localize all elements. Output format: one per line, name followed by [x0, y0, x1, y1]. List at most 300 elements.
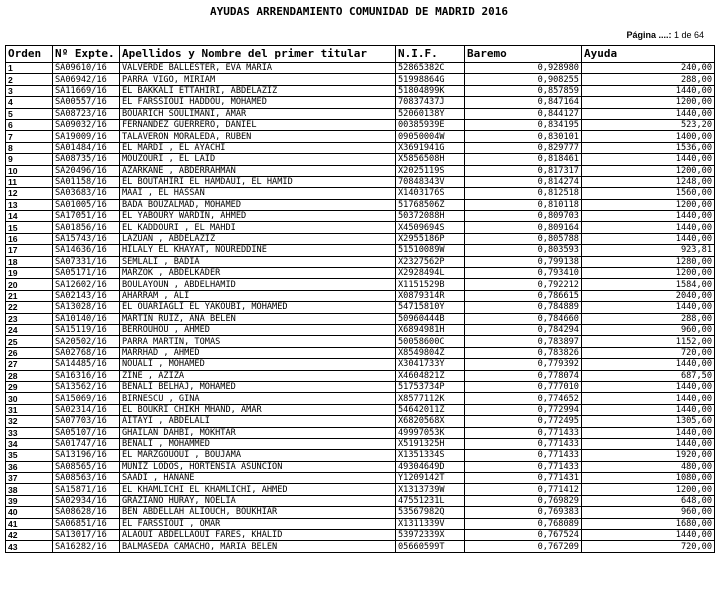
table-row [6, 119, 715, 130]
cell-baremo: 0,928980 [465, 63, 582, 74]
cell-ayuda: 1440,00 [582, 211, 715, 222]
cell-orden: 7 [6, 131, 53, 142]
cell-expediente: SA13562/16 [53, 381, 120, 392]
cell-orden: 5 [6, 108, 53, 119]
cell-orden: 17 [6, 245, 53, 256]
cell-orden: 12 [6, 188, 53, 199]
cell-orden: 43 [6, 541, 53, 552]
cell-expediente: SA13017/16 [53, 530, 120, 541]
cell-ayuda: 1440,00 [582, 85, 715, 96]
document-title: AYUDAS ARRENDAMIENTO COMUNIDAD DE MADRID 2016 [209, 5, 508, 18]
cell-ayuda: 1200,00 [582, 484, 715, 495]
cell-nombre: MAAI , EL HASSAN [120, 188, 396, 199]
cell-baremo: 0,774652 [465, 393, 582, 404]
cell-ayuda: 1152,00 [582, 336, 715, 347]
cell-expediente: SA01856/16 [53, 222, 120, 233]
cell-orden: 31 [6, 404, 53, 415]
cell-nif: 54715810Y [396, 302, 465, 313]
cell-baremo: 0,771433 [465, 461, 582, 472]
cell-orden: 16 [6, 233, 53, 244]
page-indicator [626, 30, 704, 40]
cell-orden: 19 [6, 268, 53, 279]
cell-ayuda: 240,00 [582, 63, 715, 74]
cell-expediente: SA02314/16 [53, 404, 120, 415]
cell-orden: 33 [6, 427, 53, 438]
cell-nombre: AZARKANE , ABDERRAHMAN [120, 165, 396, 176]
cell-ayuda: 1440,00 [582, 404, 715, 415]
cell-nombre: BOUARICH SOULIMANI, AMAR [120, 108, 396, 119]
cell-nif: X4604821Z [396, 370, 465, 381]
cell-orden: 6 [6, 119, 53, 130]
cell-ayuda: 1200,00 [582, 165, 715, 176]
cell-expediente: SA06851/16 [53, 518, 120, 529]
cell-baremo: 0,792212 [465, 279, 582, 290]
cell-ayuda: 1920,00 [582, 450, 715, 461]
cell-ayuda: 1440,00 [582, 359, 715, 370]
cell-nif: Y1209142T [396, 473, 465, 484]
cell-nif: 51998864G [396, 74, 465, 85]
table-row [6, 404, 715, 415]
cell-ayuda: 1440,00 [582, 381, 715, 392]
cell-nombre: GHAILAN DAHBI, MOKHTAR [120, 427, 396, 438]
cell-orden: 36 [6, 461, 53, 472]
cell-nif: 49997053K [396, 427, 465, 438]
cell-baremo: 0,793410 [465, 268, 582, 279]
cell-baremo: 0,769829 [465, 495, 582, 506]
header-expediente: Nº Expte. [53, 46, 120, 63]
cell-baremo: 0,772994 [465, 404, 582, 415]
cell-nif: X6820568X [396, 416, 465, 427]
cell-nif: 53567982Q [396, 507, 465, 518]
header-baremo: Baremo [465, 46, 582, 63]
cell-ayuda: 1584,00 [582, 279, 715, 290]
cell-orden: 34 [6, 438, 53, 449]
cell-nombre: EL MARDI , EL AYACHI [120, 142, 396, 153]
table-row [6, 74, 715, 85]
cell-nombre: EL FARSSIOUI HADDOU, MOHAMED [120, 97, 396, 108]
cell-orden: 8 [6, 142, 53, 153]
cell-ayuda: 1560,00 [582, 188, 715, 199]
cell-ayuda: 720,00 [582, 541, 715, 552]
header-nombre: Apellidos y Nombre del primer titular [120, 46, 396, 63]
cell-orden: 23 [6, 313, 53, 324]
cell-nif: X3691941G [396, 142, 465, 153]
cell-expediente: SA08628/16 [53, 507, 120, 518]
table-row [6, 324, 715, 335]
table-row [6, 518, 715, 529]
cell-ayuda: 1200,00 [582, 199, 715, 210]
cell-nif: 50372088H [396, 211, 465, 222]
cell-nif: 09050004W [396, 131, 465, 142]
cell-baremo: 0,812518 [465, 188, 582, 199]
cell-nif: 54642011Z [396, 404, 465, 415]
cell-nif: X5856508H [396, 154, 465, 165]
cell-baremo: 0,767524 [465, 530, 582, 541]
cell-baremo: 0,829777 [465, 142, 582, 153]
cell-expediente: SA02768/16 [53, 347, 120, 358]
cell-orden: 10 [6, 165, 53, 176]
cell-nif: X8577112K [396, 393, 465, 404]
table-row [6, 85, 715, 96]
cell-expediente: SA15069/16 [53, 393, 120, 404]
table-row [6, 268, 715, 279]
cell-ayuda: 1080,00 [582, 473, 715, 484]
cell-nombre: BENALI BELHAJ, MOHAMED [120, 381, 396, 392]
table-row [6, 165, 715, 176]
cell-expediente: SA10140/16 [53, 313, 120, 324]
cell-expediente: SA09610/16 [53, 63, 120, 74]
table-row [6, 416, 715, 427]
cell-baremo: 0,830101 [465, 131, 582, 142]
cell-expediente: SA14485/16 [53, 359, 120, 370]
cell-nombre: ZINE , AZIZA [120, 370, 396, 381]
cell-nif: 50960444B [396, 313, 465, 324]
cell-ayuda: 1440,00 [582, 438, 715, 449]
cell-baremo: 0,783897 [465, 336, 582, 347]
table-row [6, 199, 715, 210]
cell-baremo: 0,908255 [465, 74, 582, 85]
cell-orden: 3 [6, 85, 53, 96]
table-row [6, 302, 715, 313]
cell-nif: X1311339V [396, 518, 465, 529]
cell-orden: 11 [6, 176, 53, 187]
cell-baremo: 0,769383 [465, 507, 582, 518]
cell-expediente: SA14636/16 [53, 245, 120, 256]
cell-nombre: EL OUARIAGLI EL YAKOUBI, MOHAMED [120, 302, 396, 313]
cell-ayuda: 288,00 [582, 74, 715, 85]
cell-baremo: 0,778074 [465, 370, 582, 381]
cell-baremo: 0,803593 [465, 245, 582, 256]
table-row [6, 290, 715, 301]
cell-nif: 49304649D [396, 461, 465, 472]
cell-baremo: 0,810118 [465, 199, 582, 210]
cell-nombre: GRAZIANO HURAY, NOELIA [120, 495, 396, 506]
cell-expediente: SA13196/16 [53, 450, 120, 461]
cell-expediente: SA16316/16 [53, 370, 120, 381]
cell-ayuda: 960,00 [582, 324, 715, 335]
cell-ayuda: 2040,00 [582, 290, 715, 301]
cell-baremo: 0,805788 [465, 233, 582, 244]
cell-expediente: SA01484/16 [53, 142, 120, 153]
cell-baremo: 0,784660 [465, 313, 582, 324]
table-row [6, 97, 715, 108]
cell-nif: X2327562P [396, 256, 465, 267]
cell-nombre: NOUALI , MOHAMED [120, 359, 396, 370]
cell-baremo: 0,783826 [465, 347, 582, 358]
cell-orden: 1 [6, 63, 53, 74]
cell-nif: X1151529B [396, 279, 465, 290]
cell-baremo: 0,847164 [465, 97, 582, 108]
cell-nombre: AITAYI , ABDELALI [120, 416, 396, 427]
cell-ayuda: 288,00 [582, 313, 715, 324]
cell-nombre: BEN ABDELLAH ALIOUCH, BOUKHIAR [120, 507, 396, 518]
cell-expediente: SA11669/16 [53, 85, 120, 96]
cell-nombre: BERROUHOU , AHMED [120, 324, 396, 335]
cell-orden: 24 [6, 324, 53, 335]
cell-orden: 20 [6, 279, 53, 290]
table-row [6, 131, 715, 142]
cell-orden: 37 [6, 473, 53, 484]
cell-nombre: MARTIN RUIZ, ANA BELEN [120, 313, 396, 324]
table-row [6, 222, 715, 233]
cell-expediente: SA08723/16 [53, 108, 120, 119]
cell-nif: 51768506Z [396, 199, 465, 210]
cell-baremo: 0,771433 [465, 438, 582, 449]
cell-orden: 27 [6, 359, 53, 370]
cell-nif: X1351334S [396, 450, 465, 461]
cell-baremo: 0,779392 [465, 359, 582, 370]
cell-nombre: BIRNESCU , GINA [120, 393, 396, 404]
cell-expediente: SA02143/16 [53, 290, 120, 301]
cell-baremo: 0,818461 [465, 154, 582, 165]
cell-nif: 51753734P [396, 381, 465, 392]
cell-orden: 32 [6, 416, 53, 427]
cell-orden: 9 [6, 154, 53, 165]
cell-nombre: ALAOUI ABDELLAOUI FARES, KHALID [120, 530, 396, 541]
table-row [6, 530, 715, 541]
cell-nif: X8549804Z [396, 347, 465, 358]
cell-ayuda: 1536,00 [582, 142, 715, 153]
table-row [6, 233, 715, 244]
cell-baremo: 0,834195 [465, 119, 582, 130]
cell-expediente: SA01005/16 [53, 199, 120, 210]
cell-nombre: MARZOK , ABDELKADER [120, 268, 396, 279]
table-row [6, 495, 715, 506]
cell-baremo: 0,777010 [465, 381, 582, 392]
page-label: Página ....: [626, 30, 672, 40]
table-row [6, 484, 715, 495]
header-orden: Orden [6, 46, 53, 63]
cell-orden: 35 [6, 450, 53, 461]
cell-ayuda: 1305,60 [582, 416, 715, 427]
cell-nombre: EL BAKKALI ETTAHIRI, ABDELAZIZ [120, 85, 396, 96]
table-row [6, 63, 715, 74]
cell-nif: X2928494L [396, 268, 465, 279]
cell-baremo: 0,857859 [465, 85, 582, 96]
cell-nombre: MUÑIZ LODOS, HORTENSIA ASUNCION [120, 461, 396, 472]
cell-expediente: SA01747/16 [53, 438, 120, 449]
cell-orden: 41 [6, 518, 53, 529]
cell-nombre: TALAVERON MORALEDA, RUBEN [120, 131, 396, 142]
cell-orden: 4 [6, 97, 53, 108]
cell-nombre: LAZUAN , ABDELAZIZ [120, 233, 396, 244]
cell-nif: 50058600C [396, 336, 465, 347]
table-row [6, 438, 715, 449]
cell-orden: 13 [6, 199, 53, 210]
table-row [6, 427, 715, 438]
cell-nif: X2955186P [396, 233, 465, 244]
cell-nombre: EL MARZGOUOUI , BOUJAMA [120, 450, 396, 461]
cell-expediente: SA20502/16 [53, 336, 120, 347]
cell-nombre: BALMASEDA CAMACHO, MARIA BELEN [120, 541, 396, 552]
cell-ayuda: 960,00 [582, 507, 715, 518]
cell-orden: 42 [6, 530, 53, 541]
cell-expediente: SA08735/16 [53, 154, 120, 165]
cell-nif: 51510089W [396, 245, 465, 256]
cell-nombre: BADA BOUZALMAD, MOHAMED [120, 199, 396, 210]
cell-nif: 53972339X [396, 530, 465, 541]
cell-baremo: 0,809703 [465, 211, 582, 222]
cell-nombre: AHARRAM , ALI [120, 290, 396, 301]
cell-orden: 2 [6, 74, 53, 85]
cell-nif: X1403176S [396, 188, 465, 199]
cell-expediente: SA08565/16 [53, 461, 120, 472]
cell-ayuda: 1440,00 [582, 427, 715, 438]
cell-orden: 22 [6, 302, 53, 313]
cell-expediente: SA08563/16 [53, 473, 120, 484]
cell-nif: X1313739W [396, 484, 465, 495]
cell-nif: X0879314R [396, 290, 465, 301]
cell-expediente: SA02934/16 [53, 495, 120, 506]
header-nif: N.I.F. [396, 46, 465, 63]
cell-ayuda: 1440,00 [582, 108, 715, 119]
cell-expediente: SA16282/16 [53, 541, 120, 552]
cell-ayuda: 1440,00 [582, 222, 715, 233]
cell-baremo: 0,817317 [465, 165, 582, 176]
cell-nombre: MOUZOURI , EL LAID [120, 154, 396, 165]
cell-baremo: 0,771433 [465, 427, 582, 438]
ayudas-table [5, 45, 715, 553]
cell-ayuda: 523,20 [582, 119, 715, 130]
cell-expediente: SA07331/16 [53, 256, 120, 267]
cell-orden: 15 [6, 222, 53, 233]
cell-nombre: VALVERDE BALLESTER, EVA MARIA [120, 63, 396, 74]
cell-nombre: EL BOUTAHIRI EL HAMDAUI, EL HAMID [120, 176, 396, 187]
table-row [6, 461, 715, 472]
cell-expediente: SA05171/16 [53, 268, 120, 279]
cell-expediente: SA07703/16 [53, 416, 120, 427]
cell-expediente: SA20496/16 [53, 165, 120, 176]
cell-orden: 28 [6, 370, 53, 381]
cell-nif: 52865382C [396, 63, 465, 74]
cell-baremo: 0,771431 [465, 473, 582, 484]
cell-expediente: SA17051/16 [53, 211, 120, 222]
cell-nif: 52060138Y [396, 108, 465, 119]
cell-nombre: HILALY EL KHAYAT, NOUREDDINE [120, 245, 396, 256]
table-row [6, 381, 715, 392]
cell-expediente: SA12602/16 [53, 279, 120, 290]
cell-nombre: MARRHAD , AHMED [120, 347, 396, 358]
page-value: 1 de 64 [673, 30, 704, 40]
cell-expediente: SA15743/16 [53, 233, 120, 244]
cell-ayuda: 1440,00 [582, 302, 715, 313]
cell-expediente: SA15871/16 [53, 484, 120, 495]
cell-expediente: SA19009/16 [53, 131, 120, 142]
table-row [6, 450, 715, 461]
cell-orden: 21 [6, 290, 53, 301]
table-row [6, 541, 715, 552]
cell-nombre: EL KHAMLICHI EL KHAMLICHI, AHMED [120, 484, 396, 495]
cell-orden: 29 [6, 381, 53, 392]
cell-baremo: 0,768089 [465, 518, 582, 529]
cell-expediente: SA09032/16 [53, 119, 120, 130]
cell-orden: 30 [6, 393, 53, 404]
cell-ayuda: 648,00 [582, 495, 715, 506]
cell-ayuda: 687,50 [582, 370, 715, 381]
table-row [6, 313, 715, 324]
cell-orden: 38 [6, 484, 53, 495]
cell-expediente: SA06942/16 [53, 74, 120, 85]
cell-nif: 05660599T [396, 541, 465, 552]
table-body [6, 63, 715, 553]
cell-nif: X5191325H [396, 438, 465, 449]
cell-ayuda: 480,00 [582, 461, 715, 472]
header-ayuda: Ayuda [582, 46, 715, 63]
table-row [6, 108, 715, 119]
cell-nombre: BOULAYOUN , ABDELHAMID [120, 279, 396, 290]
cell-baremo: 0,786615 [465, 290, 582, 301]
cell-expediente: SA03683/16 [53, 188, 120, 199]
cell-orden: 25 [6, 336, 53, 347]
cell-baremo: 0,809164 [465, 222, 582, 233]
cell-ayuda: 1200,00 [582, 268, 715, 279]
cell-nombre: EL BOUKRI CHIKH MHAND, AMAR [120, 404, 396, 415]
cell-expediente: SA00557/16 [53, 97, 120, 108]
table-row [6, 507, 715, 518]
cell-nif: X3041733Y [396, 359, 465, 370]
cell-baremo: 0,772495 [465, 416, 582, 427]
cell-ayuda: 1440,00 [582, 530, 715, 541]
cell-baremo: 0,844127 [465, 108, 582, 119]
cell-nombre: BENALI , MOHAMMED [120, 438, 396, 449]
cell-expediente: SA05107/16 [53, 427, 120, 438]
cell-orden: 40 [6, 507, 53, 518]
cell-baremo: 0,814274 [465, 176, 582, 187]
cell-baremo: 0,771412 [465, 484, 582, 495]
table-row [6, 370, 715, 381]
cell-orden: 26 [6, 347, 53, 358]
cell-orden: 39 [6, 495, 53, 506]
cell-nombre: EL KADDOURI , EL MAHDI [120, 222, 396, 233]
cell-nombre: PARRA MARTIN, TOMAS [120, 336, 396, 347]
cell-ayuda: 1280,00 [582, 256, 715, 267]
cell-baremo: 0,771433 [465, 450, 582, 461]
cell-ayuda: 1400,00 [582, 131, 715, 142]
cell-nombre: EL FARSSIOUI , OMAR [120, 518, 396, 529]
table-row [6, 211, 715, 222]
cell-ayuda: 1440,00 [582, 393, 715, 404]
table-row [6, 359, 715, 370]
cell-nif: X2025119S [396, 165, 465, 176]
cell-ayuda: 1248,00 [582, 176, 715, 187]
cell-baremo: 0,799138 [465, 256, 582, 267]
table-row [6, 347, 715, 358]
header-row [6, 46, 715, 63]
cell-nif: 00385939E [396, 119, 465, 130]
table-row [6, 336, 715, 347]
table-row [6, 188, 715, 199]
cell-nombre: SAADI , HANANE [120, 473, 396, 484]
cell-ayuda: 1440,00 [582, 233, 715, 244]
cell-expediente: SA13028/16 [53, 302, 120, 313]
table-row [6, 393, 715, 404]
cell-nif: X4509694S [396, 222, 465, 233]
table-row [6, 142, 715, 153]
cell-nombre: PARRA VIGO, MIRIAM [120, 74, 396, 85]
cell-baremo: 0,784294 [465, 324, 582, 335]
cell-orden: 14 [6, 211, 53, 222]
cell-ayuda: 1440,00 [582, 154, 715, 165]
cell-expediente: SA01158/16 [53, 176, 120, 187]
cell-orden: 18 [6, 256, 53, 267]
table-row [6, 154, 715, 165]
cell-nombre: FERNANDEZ GUERRERO, DANIEL [120, 119, 396, 130]
cell-ayuda: 923,81 [582, 245, 715, 256]
table-row [6, 176, 715, 187]
table-row [6, 473, 715, 484]
cell-ayuda: 1200,00 [582, 97, 715, 108]
cell-expediente: SA15119/16 [53, 324, 120, 335]
